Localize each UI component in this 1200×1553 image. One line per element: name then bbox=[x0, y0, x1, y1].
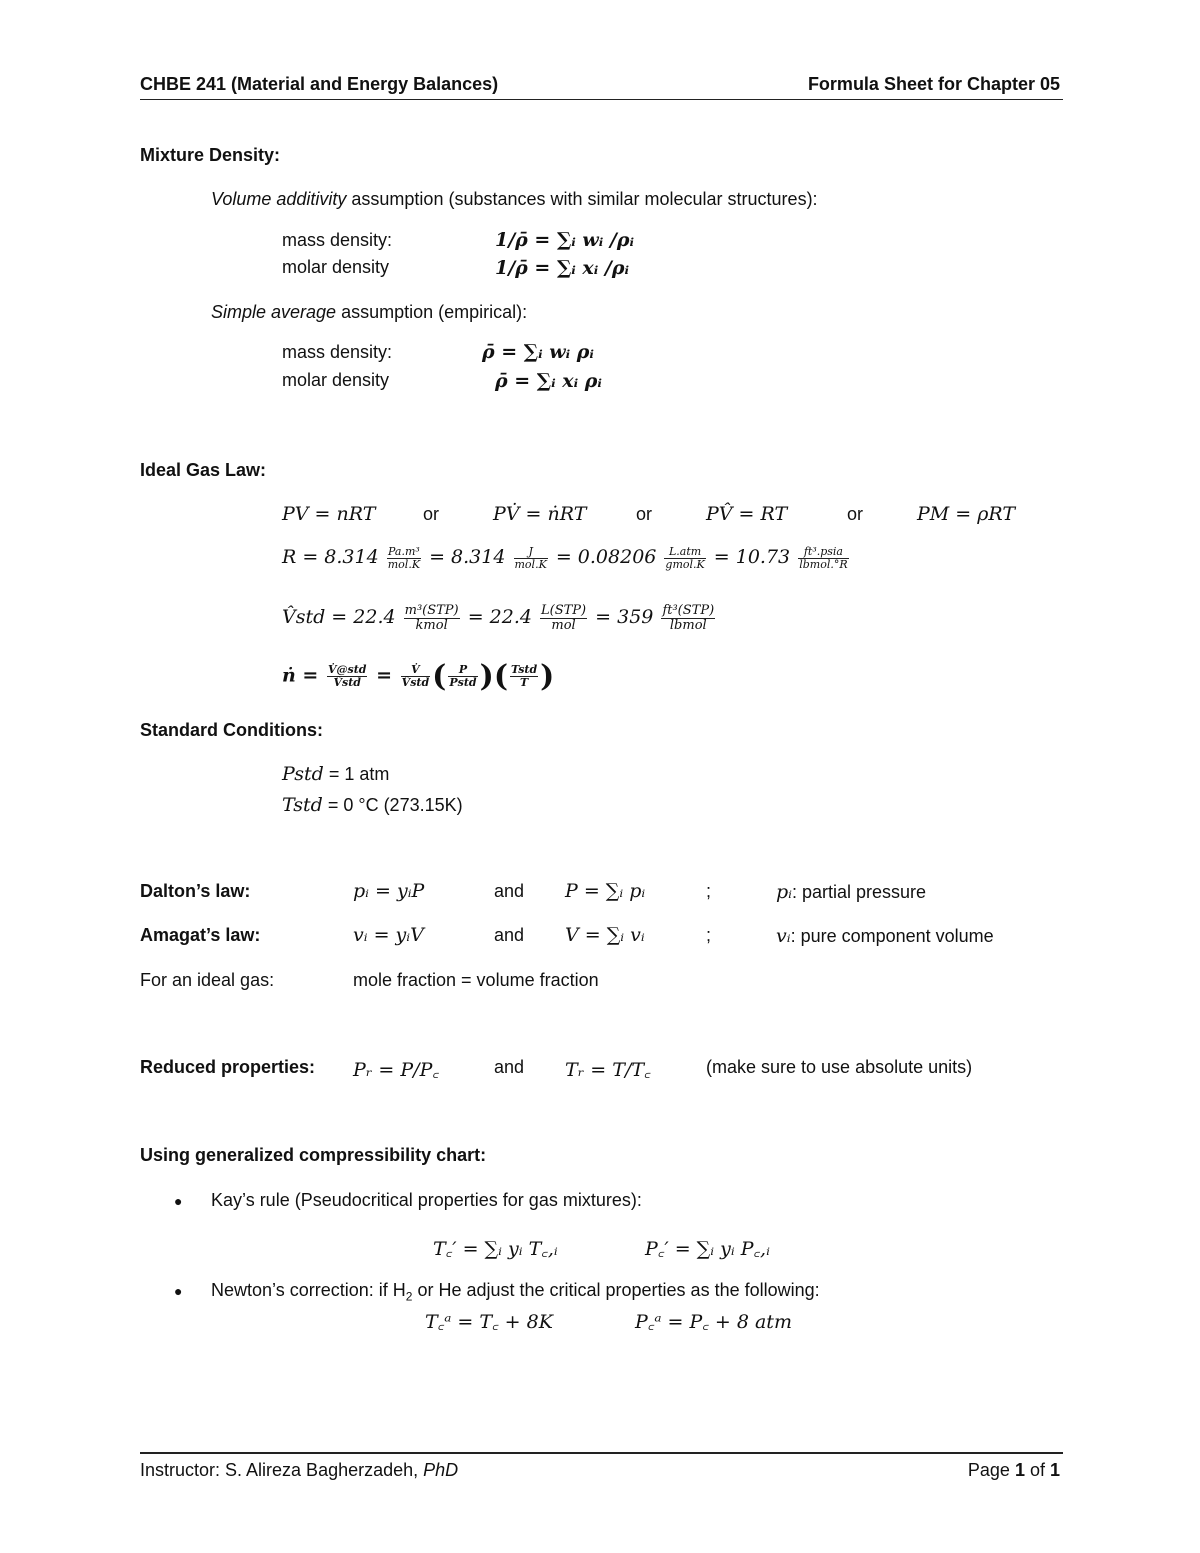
dalton-desc: : partial pressure bbox=[792, 882, 927, 902]
or-1: or bbox=[423, 504, 440, 524]
t-std-symbol: Tstd bbox=[282, 794, 323, 816]
reduced-label: Reduced properties: bbox=[140, 1057, 316, 1077]
reduced-and: and bbox=[494, 1057, 525, 1077]
frac-2-den: V̂std bbox=[401, 676, 430, 689]
molar-flow-eq: = bbox=[376, 664, 393, 687]
page-word: Page bbox=[967, 1460, 1015, 1480]
t-std-line bbox=[282, 794, 463, 816]
amagat-label: Amagat’s law: bbox=[140, 925, 261, 945]
frac-1-num: V̇@std bbox=[327, 663, 367, 677]
simple-average-term: Simple average bbox=[211, 302, 337, 322]
vstd-unit-3-num: ft³(STP) bbox=[662, 603, 715, 618]
kay-eq-2: P꜀′ = ∑ᵢ yᵢ P꜀,ᵢ bbox=[645, 1238, 770, 1260]
dalton-and: and bbox=[494, 881, 525, 901]
vstd-unit-1-num: m³(STP) bbox=[404, 603, 459, 618]
vstd-eq-2: = 22.4 bbox=[467, 606, 532, 629]
vstd-unit-3-den: lbmol bbox=[669, 617, 707, 633]
vstd-eq-3: = 359 bbox=[595, 606, 654, 629]
vstd-unit-2 bbox=[540, 604, 587, 632]
amagat-and: and bbox=[494, 925, 525, 945]
ideal-gas-eq-4: PM = ρRT bbox=[917, 503, 1016, 525]
gas-constant-eq-3: = 0.08206 bbox=[555, 546, 657, 569]
sa-molar-equation: ρ̄ = ∑ᵢ xᵢ ρᵢ bbox=[495, 370, 602, 392]
frac-4-num: Tstd bbox=[511, 663, 538, 677]
dalton-eq-1: pᵢ = yᵢP bbox=[353, 880, 425, 902]
p-std-symbol: Pstd bbox=[282, 763, 324, 785]
unit-3-den: gmol.K bbox=[665, 557, 705, 571]
vstd-unit-3 bbox=[661, 604, 715, 632]
frac-1-den: V̂std bbox=[333, 676, 361, 689]
volume-additivity-line bbox=[211, 189, 818, 210]
header-rule bbox=[140, 99, 1063, 100]
va-molar-equation: 1/ρ̄ = ∑ᵢ xᵢ /ρᵢ bbox=[495, 257, 630, 279]
sa-mass-label: mass density: bbox=[282, 342, 393, 362]
vstd-unit-2-num: L(STP) bbox=[541, 603, 587, 618]
frac-3-den: Pstd bbox=[449, 676, 477, 689]
p-std-value: = 1 atm bbox=[323, 764, 390, 784]
newton-eq-2: P꜀ᵃ = P꜀ + 8 atm bbox=[635, 1311, 792, 1333]
molar-flow-frac-3 bbox=[448, 664, 477, 688]
reduced-eq-1: Pᵣ = P/P꜀ bbox=[353, 1059, 439, 1081]
page-number: 1 bbox=[1014, 1460, 1025, 1480]
unit-3-num: L.atm bbox=[664, 546, 705, 559]
reduced-note: (make sure to use absolute units) bbox=[706, 1057, 973, 1077]
bullet-2: ● bbox=[174, 1283, 183, 1299]
paren-close-2: ) bbox=[540, 659, 555, 694]
sa-molar-label: molar density bbox=[282, 370, 390, 390]
kay-eq-1: T꜀′ = ∑ᵢ yᵢ T꜀,ᵢ bbox=[433, 1238, 558, 1260]
chart-heading: Using generalized compressibility chart: bbox=[140, 1145, 487, 1165]
newton-post: or He adjust the critical properties as the following: bbox=[412, 1280, 820, 1300]
amagat-semicolon: ; bbox=[706, 925, 712, 945]
gas-constant-unit-1 bbox=[387, 546, 421, 570]
unit-2-den: mol.K bbox=[514, 557, 547, 571]
standard-heading: Standard Conditions: bbox=[140, 720, 323, 740]
frac-2-num: V̇ bbox=[401, 664, 431, 677]
p-std-line bbox=[282, 763, 389, 785]
or-3: or bbox=[847, 504, 864, 524]
vstd-unit-1 bbox=[404, 604, 460, 632]
of-word: of bbox=[1024, 1460, 1050, 1480]
vstd-prefix: V̂std = 22.4 bbox=[282, 606, 396, 629]
amagat-eq-2: V = ∑ᵢ vᵢ bbox=[565, 924, 645, 946]
amagat-eq-1: vᵢ = yᵢV bbox=[353, 924, 424, 946]
unit-1-den: mol.K bbox=[387, 557, 421, 571]
molar-flow-frac-2 bbox=[401, 664, 431, 688]
vstd-unit-1-den: kmol bbox=[415, 617, 448, 633]
simple-average-line bbox=[211, 302, 527, 323]
t-std-value: = 0 °C (273.15K) bbox=[322, 795, 463, 815]
footer-page bbox=[968, 1460, 1060, 1481]
paren-open-2: ( bbox=[493, 659, 509, 694]
gas-constant-prefix: R = 8.314 bbox=[282, 546, 379, 569]
gas-constant-unit-3 bbox=[664, 546, 705, 570]
mixture-heading: Mixture Density: bbox=[140, 145, 281, 165]
vstd-unit-2-den: mol bbox=[551, 617, 576, 633]
amagat-desc: : pure component volume bbox=[790, 926, 994, 946]
newton-text bbox=[211, 1280, 820, 1304]
unit-4-num: ft³.psia bbox=[798, 546, 848, 559]
newton-sub: 2 bbox=[405, 1289, 413, 1304]
newton-eq-1: T꜀ᵃ = T꜀ + 8K bbox=[425, 1311, 553, 1333]
footer-instructor bbox=[140, 1460, 458, 1481]
frac-3-num: P bbox=[448, 664, 477, 677]
ideal-gas-eq-2: PV̇ = ṅRT bbox=[493, 503, 587, 525]
footer-rule bbox=[140, 1452, 1063, 1454]
amagat-symbol: vᵢ bbox=[776, 925, 791, 947]
amagat-note bbox=[776, 925, 994, 947]
ideal-gas-eq-1: PV = nRT bbox=[282, 503, 376, 525]
gas-constant-eq-2: = 8.314 bbox=[429, 546, 506, 569]
dalton-note bbox=[776, 881, 926, 903]
kay-rule-text: Kay’s rule (Pseudocritical properties for gas mixtures): bbox=[211, 1190, 642, 1210]
instructor-degree: PhD bbox=[423, 1460, 459, 1480]
bullet-1: ● bbox=[174, 1193, 183, 1209]
va-mass-label: mass density: bbox=[282, 230, 393, 250]
unit-1-num: Pa.m³ bbox=[387, 545, 420, 558]
instructor-name: Instructor: S. Alireza Bagherzadeh, bbox=[140, 1460, 424, 1480]
dalton-eq-2: P = ∑ᵢ pᵢ bbox=[565, 880, 646, 902]
volume-additivity-desc: assumption (substances with similar molecular structures): bbox=[346, 189, 818, 209]
paren-open-1: ( bbox=[432, 659, 447, 694]
molar-flow-prefix: ṅ = bbox=[282, 664, 319, 687]
gas-constant-unit-2 bbox=[514, 546, 548, 570]
va-mass-equation: 1/ρ̄ = ∑ᵢ wᵢ /ρᵢ bbox=[495, 229, 635, 251]
dalton-semicolon: ; bbox=[706, 881, 712, 901]
gas-constant-line bbox=[282, 546, 851, 570]
dalton-label: Dalton’s law: bbox=[140, 881, 251, 901]
ideal-gas-desc: mole fraction = volume fraction bbox=[353, 970, 599, 990]
reduced-eq-2: Tᵣ = T/T꜀ bbox=[565, 1059, 651, 1081]
ideal-gas-heading: Ideal Gas Law: bbox=[140, 460, 267, 480]
gas-constant-unit-4 bbox=[798, 546, 848, 570]
frac-4-den: T bbox=[520, 676, 529, 689]
paren-close-1: ) bbox=[479, 659, 494, 694]
ideal-gas-label: For an ideal gas: bbox=[140, 970, 275, 990]
va-molar-label: molar density bbox=[282, 257, 390, 277]
or-2: or bbox=[636, 504, 653, 524]
sheet-title: Formula Sheet for Chapter 05 bbox=[807, 74, 1060, 94]
page-total: 1 bbox=[1049, 1460, 1060, 1480]
sa-mass-equation: ρ̄ = ∑ᵢ wᵢ ρᵢ bbox=[482, 341, 594, 363]
molar-flow-frac-1 bbox=[327, 664, 368, 688]
volume-additivity-term: Volume additivity bbox=[211, 189, 347, 209]
molar-flow-frac-4 bbox=[510, 664, 538, 688]
gas-constant-eq-4: = 10.73 bbox=[713, 546, 791, 569]
newton-pre: Newton’s correction: if H bbox=[211, 1280, 406, 1300]
simple-average-desc: assumption (empirical): bbox=[336, 302, 528, 322]
course-title: CHBE 241 (Material and Energy Balances) bbox=[140, 74, 499, 94]
ideal-gas-eq-3: PV̂ = RT bbox=[706, 503, 788, 525]
vstd-line bbox=[282, 604, 717, 632]
molar-flow-line bbox=[282, 659, 554, 694]
unit-2-num: J bbox=[514, 546, 548, 559]
unit-4-den: lbmol.°R bbox=[799, 557, 848, 571]
dalton-symbol: pᵢ bbox=[776, 881, 792, 903]
